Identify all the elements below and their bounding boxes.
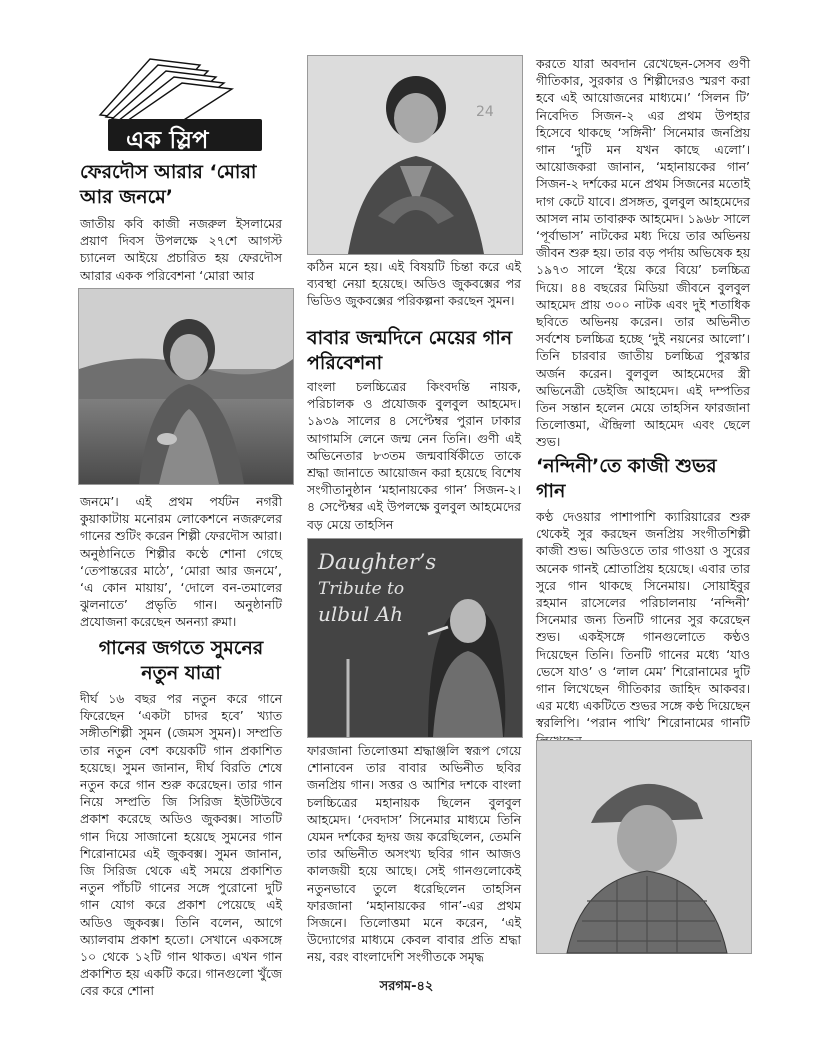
story2-body: দীর্ঘ ১৬ বছর পর নতুন করে গানে ফিরেছেন ‘একটা চাদর হবে’ খ্যাত সঙ্গীতশিল্পী সুমন (জেমস সুমন)। সম্প্রতি তার নতুন বেশ কয়েকটি গান প্রকাশিত হয়েছে। সুমন জানান, দীর্ঘ বিরতি শেষে নতুন করে গান শুরু করেছেন। তার গান নিয়ে সম্প্রতি জি সিরিজ ইউটিউবে প্রকাশ করেছে অডিও জুকবক্স। সাতটি গান দিয়ে সাজানো হয়েছে সুমনের গান শিরোনামের এই জুকবক্স। সুমন জানান, জি সিরিজ থেকে এই সময়ে প্রকাশিত নতুন পাঁচটি গানের সঙ্গে পুরোনো দুটি গান যোগ করে প্রকাশ পেয়েছে এই অডিও জুকবক্স। তিনি বলেন, আগে অ্যালবাম প্রকাশ হতো। সেখানে একসঙ্গে ১০ থেকে ১২টি গান থাকত। এখন গান প্রকাশিত হয় একটি করে। গানগুলো খুঁজে বের করে শোনা — [80, 691, 282, 999]
story3-body: বাংলা চলচ্চিত্রের কিংবদন্তি নায়ক, পরিচালক ও প্রযোজক বুলবুল আহমেদ। ১৯৩৯ সালের ৪ সেপ্টেম্বর পুরান ঢাকার আগামসি লেনে জন্ম নেন তিনি। গুণী এই অভিনেতার ৮৩তম জন্মবার্ষিকীতে তাকে শ্রদ্ধা জানাতে আয়োজন করা হয়েছে বিশেষ সংগীতানুষ্ঠান ‘মহানায়কের গান’ সিজন-২। ৪ সেপ্টেম্বর এই উপলক্ষে বুলবুল আহমেদের বড় মেয়ে তাহসিন — [307, 379, 521, 532]
book-pages-icon — [80, 55, 265, 125]
svg-text:24: 24 — [476, 104, 494, 120]
section-label: এক স্লিপ — [126, 126, 209, 154]
story4-body: কণ্ঠ দেওয়ার পাশাপাশি ক্যারিয়ারের শুরু থেকেই সুর করছেন জনপ্রিয় সংগীতশিল্পী কাজী শুভ। অডিওতে তার গাওয়া ও সুরের অনেক গানই শ্রোতাপ্রিয় হয়েছে। এবার তার সুরে গান থাকছে সিনেমায়। সোয়াইবুর রহমান রাসেলের পরিচালনায় ‘নন্দিনী’ সিনেমার জন্য তিনটি গানের সুর করেছেন শুভ। একইসঙ্গে গানগুলোতে কণ্ঠও দিয়েছেন তিনি। তিনটি গানের মধ্যে ‘যাও ভেসে যাও’ ও ‘লাল মেম’ শিরোনামের দুটি গান লিখেছেন গীতিকার জাহিদ আকবর। এর মধ্যে একটিতে শুভর সঙ্গে কণ্ঠ দিয়েছেন স্বরলিপি। ‘পরান পাখি’ শিরোনামের গানটি — [536, 509, 750, 731]
story3-continued: ফারজানা তিলোত্তমা শ্রদ্ধাঞ্জলি স্বরূপ গেয়ে শোনাবেন তার বাবার অভিনীত ছবির জনপ্রিয় গান। সত্তর ও আশির দশকে বাংলা চলচ্চিত্রের মহানায়ক ছিলেন বুলবুল আহমেদ। ‘দেবদাস’ সিনেমার মাধ্যমে তিনি যেমন দর্শকের হৃদয় জয় করেছিলেন, তেমনি তার অভিনীত অসংখ্য ছবির গান আজও কালজয়ী হয়ে আছে। সেই গানগুলোকেই নতুনভাবে তুলে ধরেছিলেন তাহসিন ফারজানা ‘মহানায়কের গান’-এর প্রথম সিজনে। তিলোত্তমা মনে করেন, ‘এই উদ্যোগের মাধ্যমে কেবল বাবার প্রতি শ্রদ্ধা নয়, বরং বাংলাদেশি সংগীতকে সমৃদ্ধ — [307, 743, 521, 965]
tilottoma-photo — [307, 538, 523, 738]
caption-line-2: Tribute to — [318, 579, 405, 599]
ferdous-ara-photo — [78, 288, 294, 485]
sumon-photo — [307, 55, 523, 255]
story1-headline: ফেরদৌস আরার ‘মোরা আর জনমে’ — [80, 161, 257, 208]
story1-continued: জনমে’। এই প্রথম পর্যটন নগরী কুয়াকাটায় মনোরম লোকেশনে নজরুলের গানের শুটিং করেন শিল্পী ফেরদৌস আরা। অনুষ্ঠানিতে শিল্পীর কণ্ঠে শোনা গেছে ‘তেপান্তরের মাঠে’, ‘মোরা আর জনমে’, ‘এ কোন মায়ায়’, ‘দোলে বন-তমালের ঝুলনাতে’ প্রভৃতি গান। অনুষ্ঠানটি প্রযোজনা করেছেন অনন্যা রুমা। — [80, 494, 282, 630]
story2-continued: কঠিন মনে হয়। এই বিষয়টি চিন্তা করে এই ব্যবস্থা নেয়া হয়েছে। অডিও জুকবক্সের পর ভিডিও জুকবক্সের পরিকল্পনা করছেন সুমন। — [307, 259, 521, 309]
story2-headline: গানের জগতে সুমনের নতুন যাত্রা — [98, 637, 264, 684]
section-label-band — [108, 119, 262, 154]
page-number: সরগম-৪২ — [379, 979, 434, 994]
caption-line-1: Daughter’s — [318, 550, 437, 574]
caption-line-3: ulbul Ah — [318, 602, 404, 626]
story4-headline: ‘নন্দিনী’তে কাজী শুভর গান — [536, 455, 717, 502]
story1-intro: জাতীয় কবি কাজী নজরুল ইসলামের প্রয়াণ দিবস উপলক্ষে ২৭শে আগস্ট চ্যানেল আইয়ে প্রচারিত হয় ফেরদৌস আরার একক পরিবেশনা ‘মোরা আর — [80, 216, 282, 283]
story3-continued2: করতে যারা অবদান রেখেছেন-সেসব গুণী গীতিকার, সুরকার ও শিল্পীদেরও স্মরণ করা হবে এই আয়োজনের মাধ্যমে।’ ‘সিলন টি’ নিবেদিত সিজন-২ এর প্রথম উপহার হিসেবে থাকছে ‘সঙ্গিনী’ সিনেমার জনপ্রিয় গান ‘দুটি মন যখন কাছে এলো’। আয়োজকরা জানান, ‘মহানায়কের গান’ সিজন-২ দর্শকের মনে প্রথম সিজনের মতোই দাগ কেটে যাবে। প্রসঙ্গত, বুলবুল আহমেদের আসল নাম তাবারুক আহমেদ। ১৯৬৮ সালে ‘পূর্বাভাস’ নাটকের মধ্য দিয়ে তার অভিনয় জীবন শুরু হয়। তার বড় পর্দায় অভিষেক হয় ১৯৭৩ সালে ‘ইয়ে করে বিয়ে’ চলচ্চিত্র দিয়ে। ৪৪ বছরের মিডিয়া জীবনে বুলবুল আহমেদ প্রায় ৩০০ নাটক এবং দুই শতাধিক ছবিতে অভিনয় করেন। তার অভিনীত সর্বশেষ চলচ্চিত্র হচ্ছে ‘দুই নয়নের আলো’। তিনি চারবার জাতীয় চলচ্চিত্র পুরস্কার অর্জন করেন। বুলবুল আহমেদের স্ত্রী অভিনেত্রী ডেইজি আহমেদ। এই দম্পতির তিন সন্তান হলেন মেয়ে তাহসিন ফারজানা তিলোত্তমা, ঐন্দ্রিলা আহমেদ এবং ছেলে শুভ। — [536, 56, 750, 450]
kazi-shuvo-photo — [536, 740, 752, 954]
story3-headline: বাবার জন্মদিনে মেয়ের গান পরিবেশনা — [307, 327, 513, 374]
section-logo — [80, 55, 265, 153]
